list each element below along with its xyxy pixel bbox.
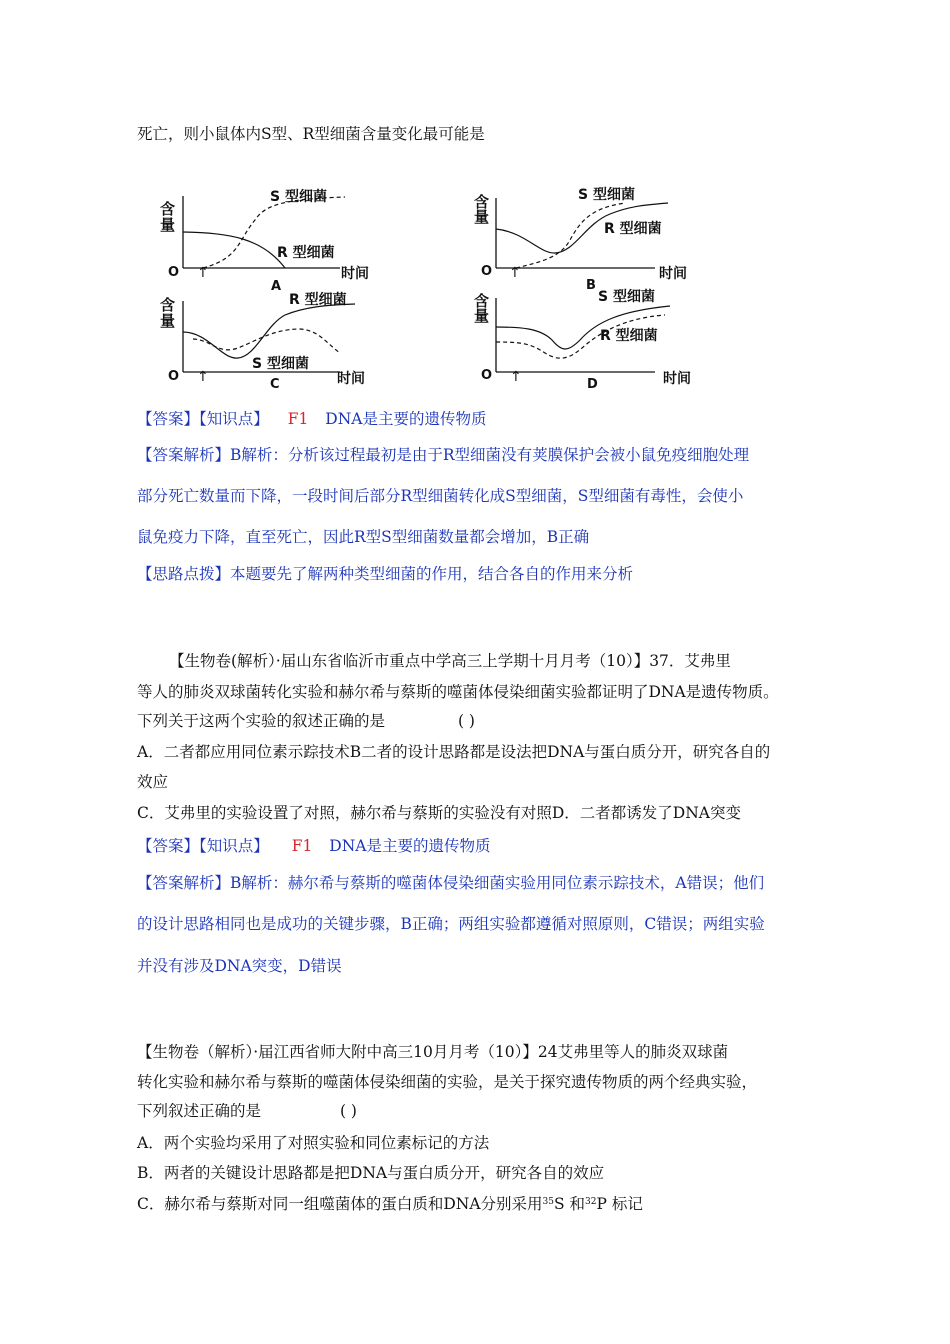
q37-line-2: 等人的肺炎双球菌转化实验和赫尔希与蔡斯的噬菌体侵染细菌实验都证明了DNA是遗传物质。 [137, 683, 779, 701]
x-axis-label: 时间 [337, 371, 365, 387]
origin-label: O [481, 264, 493, 279]
panel-d-label: D [587, 377, 598, 392]
intro-text: 死亡，则小鼠体内S型、R型细菌含量变化最可能是 [137, 125, 485, 143]
y-label-top: 含 [160, 296, 176, 314]
q37-analysis-3: 并没有涉及DNA突变，D错误 [137, 957, 342, 975]
y-label-bottom: 量 [474, 307, 490, 325]
y-label-bottom: 量 [160, 312, 176, 330]
x-axis-label: 时间 [659, 266, 687, 282]
x-axis-label: 时间 [341, 266, 369, 282]
origin-label: O [168, 369, 180, 384]
s-label: S 型细菌 [270, 189, 327, 205]
isotope-35: 35 [542, 1197, 554, 1207]
q1-answer-line [137, 409, 486, 429]
q37-answer-line [137, 836, 490, 856]
arrow-icon: ↑ [510, 369, 522, 385]
arrow-icon: ↑ [197, 265, 209, 281]
r-label: R 型细菌 [604, 221, 662, 237]
q24-option-b: B．两者的关键设计思路都是把DNA与蛋白质分开，研究各自的效应 [137, 1164, 605, 1182]
r-label: R 型细菌 [289, 292, 347, 308]
option-c-s: S 和 [554, 1195, 586, 1213]
s-label: S 型细菌 [578, 187, 635, 203]
answer-bracket: ( ) [339, 1102, 357, 1120]
y-label-top: 含 [474, 193, 490, 211]
q37-stem: 下列关于这两个实验的叙述正确的是 [137, 712, 386, 730]
r-label: R 型细菌 [277, 245, 335, 261]
q24-stem: 下列叙述正确的是 [137, 1102, 262, 1120]
graph-panel-b [474, 186, 687, 293]
graphs-figure [0, 0, 950, 400]
q37-line-3 [137, 711, 475, 731]
q24-option-c [137, 1194, 643, 1214]
panel-a-label: A [271, 279, 282, 294]
q1-analysis-1: 【答案解析】B解析：分析该过程最初是由于R型细菌没有荚膜保护会被小鼠免疫细胞处理 [137, 446, 750, 464]
q24-line-1: 【生物卷（解析）·届江西省师大附中高三10月月考（10）】24艾弗里等人的肺炎双球菌 [137, 1043, 729, 1061]
knowledge-code: F1 [287, 410, 309, 428]
y-label-bottom: 量 [160, 216, 176, 234]
panel-c-label: C [270, 377, 280, 392]
origin-label: O [168, 265, 180, 280]
knowledge-text: DNA是主要的遗传物质 [329, 837, 491, 855]
panel-b-label: B [586, 278, 596, 293]
arrow-icon: ↑ [197, 369, 209, 385]
q1-tip: 【思路点拨】本题要先了解两种类型细菌的作用，结合各自的作用来分析 [137, 565, 634, 583]
y-label-top: 含 [160, 200, 176, 218]
r-label: R 型细菌 [600, 328, 658, 344]
q37-analysis-1: 【答案解析】B解析：赫尔希与蔡斯的噬菌体侵染细菌实验用同位素示踪技术，A错误；他们 [137, 874, 765, 892]
q37-header: 【生物卷(解析）·届山东省临沂市重点中学高三上学期十月月考（10）】37．艾弗里 [169, 652, 731, 670]
graph-panel-a [160, 188, 369, 294]
option-c-text: C．赫尔希与蔡斯对同一组噬菌体的蛋白质和DNA分别采用 [137, 1195, 543, 1213]
q37-analysis-2: 的设计思路相同也是成功的关键步骤，B正确；两组实验都遵循对照原则，C错误；两组实验 [137, 915, 765, 933]
q37-line-1 [169, 651, 731, 671]
q24-line-3 [137, 1101, 357, 1121]
option-c-end: P 标记 [596, 1195, 643, 1213]
arrow-icon: ↑ [509, 265, 521, 281]
origin-label: O [481, 368, 493, 383]
answer-bracket: ( ) [457, 712, 475, 730]
knowledge-code: F1 [291, 837, 313, 855]
isotope-32: 32 [585, 1197, 597, 1207]
q37-option-c: C．艾弗里的实验设置了对照，赫尔希与蔡斯的实验没有对照D．二者都诱发了DNA突变 [137, 804, 741, 822]
q1-analysis-3: 鼠免疫力下降，直至死亡，因此R型S型细菌数量都会增加，B正确 [137, 528, 590, 546]
answer-tag: 【答案】【知识点】 [137, 837, 269, 855]
q24-line-2: 转化实验和赫尔希与蔡斯的噬菌体侵染细菌的实验，是关于探究遗传物质的两个经典实验， [137, 1073, 758, 1091]
y-label-top: 含 [474, 292, 490, 310]
s-label: S 型细菌 [252, 356, 309, 372]
graph-panel-d [474, 288, 691, 392]
x-axis-label: 时间 [663, 371, 691, 387]
answer-tag: 【答案】【知识点】 [137, 410, 269, 428]
knowledge-text: DNA是主要的遗传物质 [325, 410, 487, 428]
q37-option-a-1: A．二者都应用同位素示踪技术B二者的设计思路都是设法把DNA与蛋白质分开，研究各自的 [137, 743, 771, 761]
q37-option-a-2: 效应 [137, 773, 169, 791]
q24-option-a: A．两个实验均采用了对照实验和同位素标记的方法 [137, 1134, 490, 1152]
s-label: S 型细菌 [598, 289, 655, 305]
graph-panel-c [160, 291, 365, 392]
r-curve-c [183, 304, 355, 358]
y-label-bottom: 量 [474, 208, 490, 226]
q1-analysis-2: 部分死亡数量而下降，一段时间后部分R型细菌转化成S型细菌，S型细菌有毒性，会使小 [137, 487, 744, 505]
